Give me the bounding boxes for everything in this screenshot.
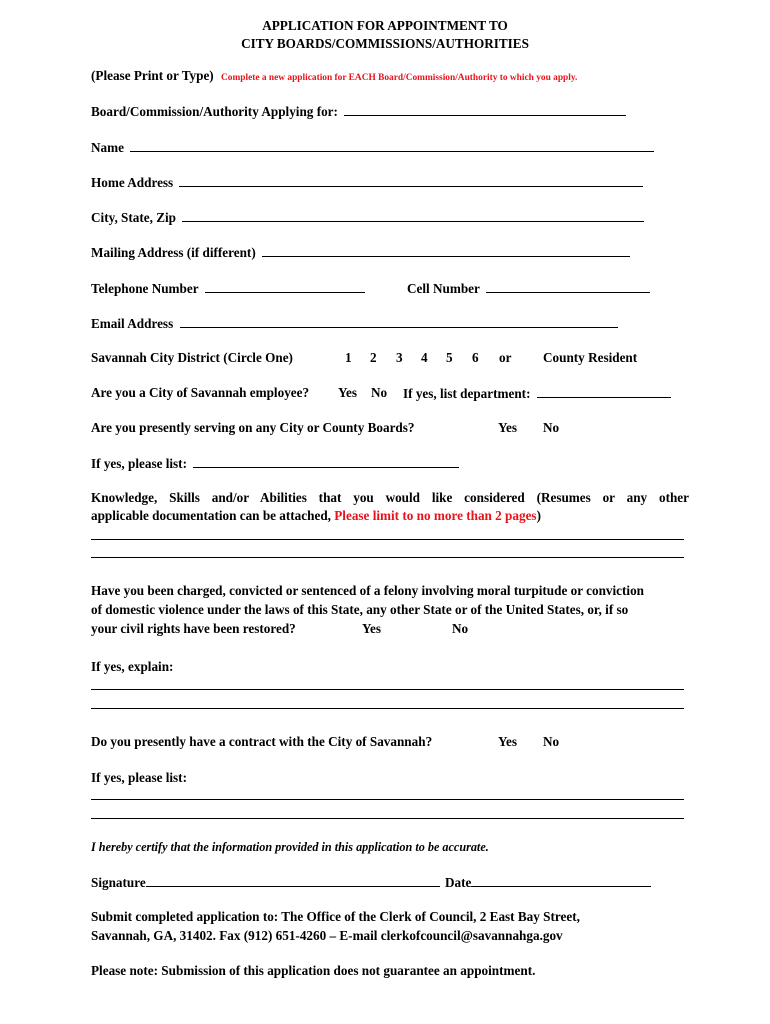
employee-no[interactable]: No xyxy=(371,385,388,400)
email-field xyxy=(91,315,618,332)
submit-line2: Savannah, GA, 31402. Fax (912) 651-4260 – E-mail clerkofcouncil@savannahga.gov xyxy=(91,928,563,943)
boards-serving-question: Are you presently serving on any City or County Boards? xyxy=(91,420,415,435)
employee-dept-field xyxy=(403,385,671,402)
certification-statement: I hereby certify that the information provided in this application to be accurate. xyxy=(91,840,489,854)
home-address-field xyxy=(91,174,643,191)
district-county-resident[interactable]: County Resident xyxy=(543,350,638,365)
felony-explain-label: If yes, explain: xyxy=(91,659,174,674)
employee-yes[interactable]: Yes xyxy=(338,385,358,400)
felony-line3: your civil rights have been restored? xyxy=(91,621,296,636)
knowledge-line-1[interactable] xyxy=(91,539,684,540)
cell-field xyxy=(407,280,650,297)
mailing-address-field xyxy=(91,244,630,261)
contract-list-line-2[interactable] xyxy=(91,818,684,819)
board-field xyxy=(91,103,626,120)
boards-list-label: If yes, please list: xyxy=(91,456,187,471)
mailing-address-label: Mailing Address (if different) xyxy=(91,245,256,260)
signature-field xyxy=(91,874,651,891)
boards-list-input[interactable] xyxy=(193,455,459,468)
signature-input[interactable] xyxy=(146,874,440,887)
name-field xyxy=(91,139,654,156)
date-input[interactable] xyxy=(471,874,651,887)
page-limit-note: Please limit to no more than 2 pages xyxy=(334,508,537,523)
knowledge-close-paren: ) xyxy=(536,508,541,523)
boards-serving-yes[interactable]: Yes xyxy=(498,420,518,435)
board-label: Board/Commission/Authority Applying for: xyxy=(91,104,338,119)
print-note: (Please Print or Type) xyxy=(91,68,214,83)
home-address-input[interactable] xyxy=(179,174,643,187)
email-label: Email Address xyxy=(91,316,174,331)
boards-list-field xyxy=(91,455,459,472)
district-option-3[interactable]: 3 xyxy=(396,350,403,365)
knowledge-text: Knowledge, Skills and/or Abilities that you would like considered (Resumes or any other xyxy=(91,490,689,505)
contract-list-label: If yes, please list: xyxy=(91,770,187,785)
cell-input[interactable] xyxy=(486,280,650,293)
district-option-1[interactable]: 1 xyxy=(345,350,352,365)
contract-list-line-1[interactable] xyxy=(91,799,684,800)
telephone-input[interactable] xyxy=(205,280,365,293)
email-input[interactable] xyxy=(180,315,618,328)
contract-no[interactable]: No xyxy=(543,734,560,749)
mailing-address-input[interactable] xyxy=(262,244,630,257)
instruction-note: Complete a new application for EACH Board/Commission/Authority to which you apply. xyxy=(221,73,578,83)
board-input[interactable] xyxy=(344,103,626,116)
home-address-label: Home Address xyxy=(91,175,174,190)
felony-yes[interactable]: Yes xyxy=(362,621,382,636)
city-state-zip-input[interactable] xyxy=(182,209,644,222)
form-title-line2: CITY BOARDS/COMMISSIONS/AUTHORITIES xyxy=(241,36,529,51)
knowledge-text2: applicable documentation can be attached, xyxy=(91,508,331,523)
submit-line1: Submit completed application to: The Office of the Clerk of Council, 2 East Bay Street, xyxy=(91,909,580,924)
signature-label: Signature xyxy=(91,875,146,890)
print-note-row xyxy=(91,68,577,86)
felony-no[interactable]: No xyxy=(452,621,469,636)
date-label: Date xyxy=(445,875,472,890)
felony-explain-line-1[interactable] xyxy=(91,689,684,690)
employee-question: Are you a City of Savannah employee? xyxy=(91,385,310,400)
employee-dept-input[interactable] xyxy=(537,385,671,398)
form-title-line1: APPLICATION FOR APPOINTMENT TO xyxy=(262,18,508,33)
name-input[interactable] xyxy=(130,139,654,152)
district-option-5[interactable]: 5 xyxy=(446,350,453,365)
knowledge-text-line2 xyxy=(91,508,541,524)
felony-line2: of domestic violence under the laws of this State, any other State or of the United States, or, if so xyxy=(91,602,629,617)
cell-label: Cell Number xyxy=(407,281,480,296)
boards-serving-no[interactable]: No xyxy=(543,420,560,435)
knowledge-line-2[interactable] xyxy=(91,557,684,558)
felony-line1: Have you been charged, convicted or sentenced of a felony involving moral turpitude or conviction xyxy=(91,583,644,598)
district-option-6[interactable]: 6 xyxy=(472,350,479,365)
district-option-2[interactable]: 2 xyxy=(370,350,377,365)
appointment-note: Please note: Submission of this application does not guarantee an appointment. xyxy=(91,963,536,978)
district-or: or xyxy=(499,350,512,365)
district-option-4[interactable]: 4 xyxy=(421,350,428,365)
district-label: Savannah City District (Circle One) xyxy=(91,350,293,365)
city-state-zip-label: City, State, Zip xyxy=(91,210,176,225)
contract-yes[interactable]: Yes xyxy=(498,734,518,749)
employee-dept-label: If yes, list department: xyxy=(403,386,531,401)
name-label: Name xyxy=(91,140,124,155)
city-state-zip-field xyxy=(91,209,644,226)
telephone-field xyxy=(91,280,365,297)
contract-question: Do you presently have a contract with the City of Savannah? xyxy=(91,734,433,749)
telephone-label: Telephone Number xyxy=(91,281,199,296)
felony-explain-line-2[interactable] xyxy=(91,708,684,709)
